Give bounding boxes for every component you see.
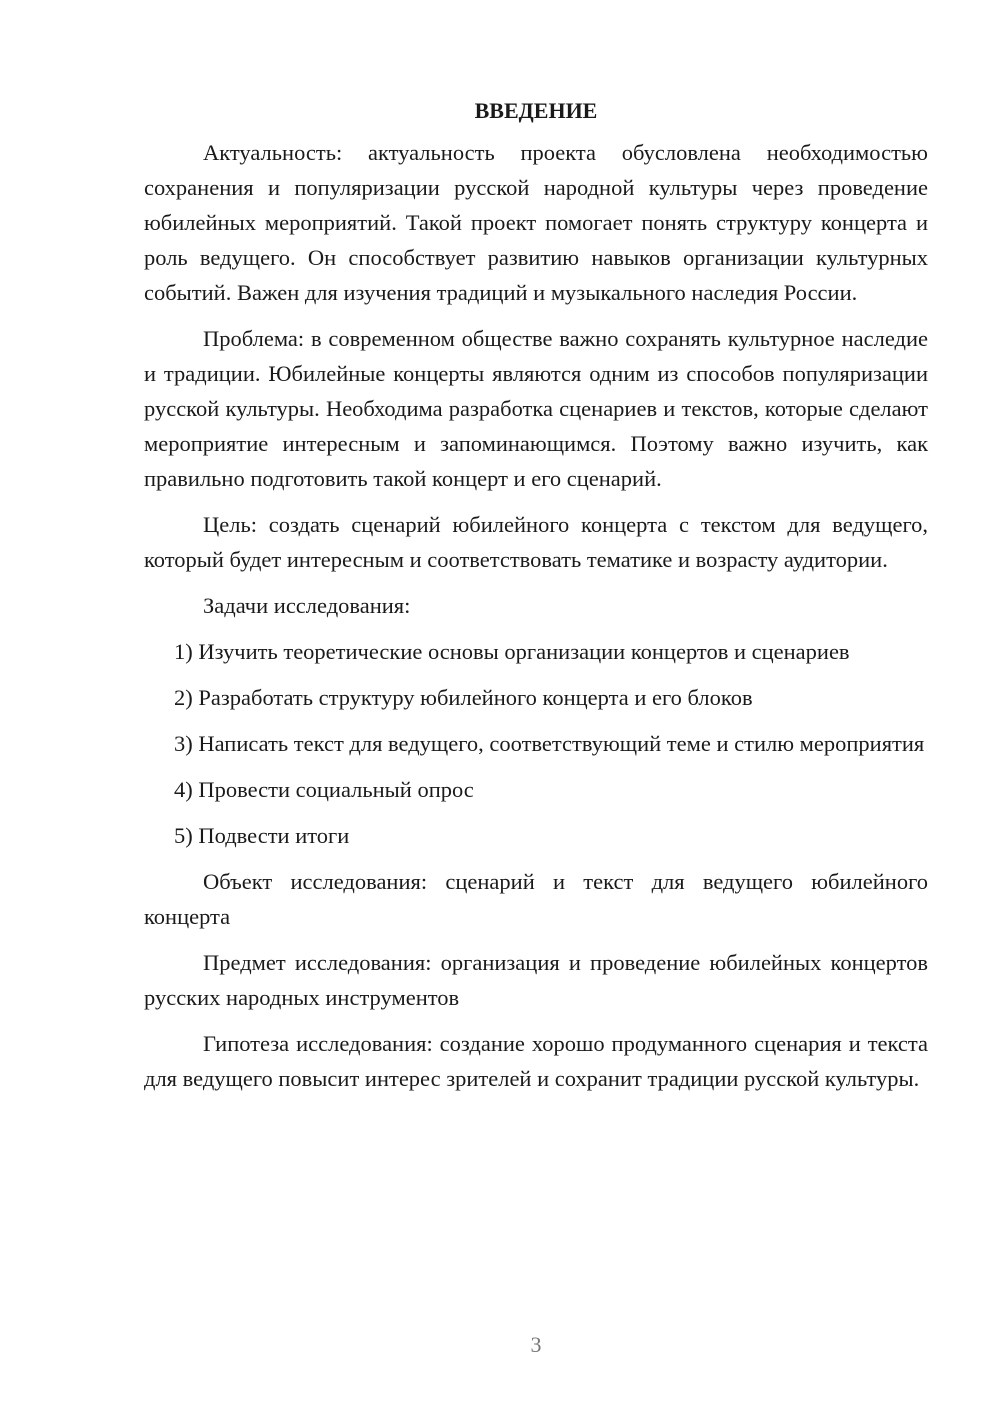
task-item-1: 1) Изучить теоретические основы организации концертов и сценариев (174, 639, 850, 664)
paragraph-goal: Цель: создать сценарий юбилейного концерта с текстом для ведущего, который будет интересным и соответствовать тематике и возрасту аудитории. (144, 512, 928, 572)
task-item-4: 4) Провести социальный опрос (174, 777, 474, 802)
paragraph-tasks-heading: Задачи исследования: (203, 593, 411, 618)
paragraph-problem: Проблема: в современном обществе важно сохранять культурное наследие и традиции. Юбилейные концерты являются одним из способов популяризации русской культуры. Необходима разработка сценариев и текстов, которые сделают мероприятие интересным и запоминающимся. Поэтому важно изучить, как правильно подготовить такой концерт и его сценарий. (144, 326, 928, 491)
page-number: 3 (530, 1332, 542, 1357)
page-title: ВВЕДЕНИЕ (474, 98, 598, 123)
task-item-2: 2) Разработать структуру юбилейного концерта и его блоков (174, 685, 753, 710)
paragraph-hypothesis: Гипотеза исследования: создание хорошо продуманного сценария и текста для ведущего повысит интерес зрителей и сохранит традиции русской культуры. (144, 1031, 928, 1091)
paragraph-object: Объект исследования: сценарий и текст для ведущего юбилейного концерта (144, 869, 928, 929)
task-item-5: 5) Подвести итоги (174, 823, 350, 848)
task-item-3: 3) Написать текст для ведущего, соответствующий теме и стилю мероприятия (174, 731, 925, 756)
paragraph-subject: Предмет исследования: организация и проведение юбилейных концертов русских народных инструментов (144, 950, 928, 1010)
document-body (144, 96, 928, 1107)
paragraph-relevance: Актуальность: актуальность проекта обусловлена необходимостью сохранения и популяризации русской народной культуры через проведение юбилейных мероприятий. Такой проект помогает понять структуру концерта и роль ведущего. Он способствует развитию навыков организации культурных событий. Важен для изучения традиций и музыкального наследия России. (144, 140, 928, 305)
